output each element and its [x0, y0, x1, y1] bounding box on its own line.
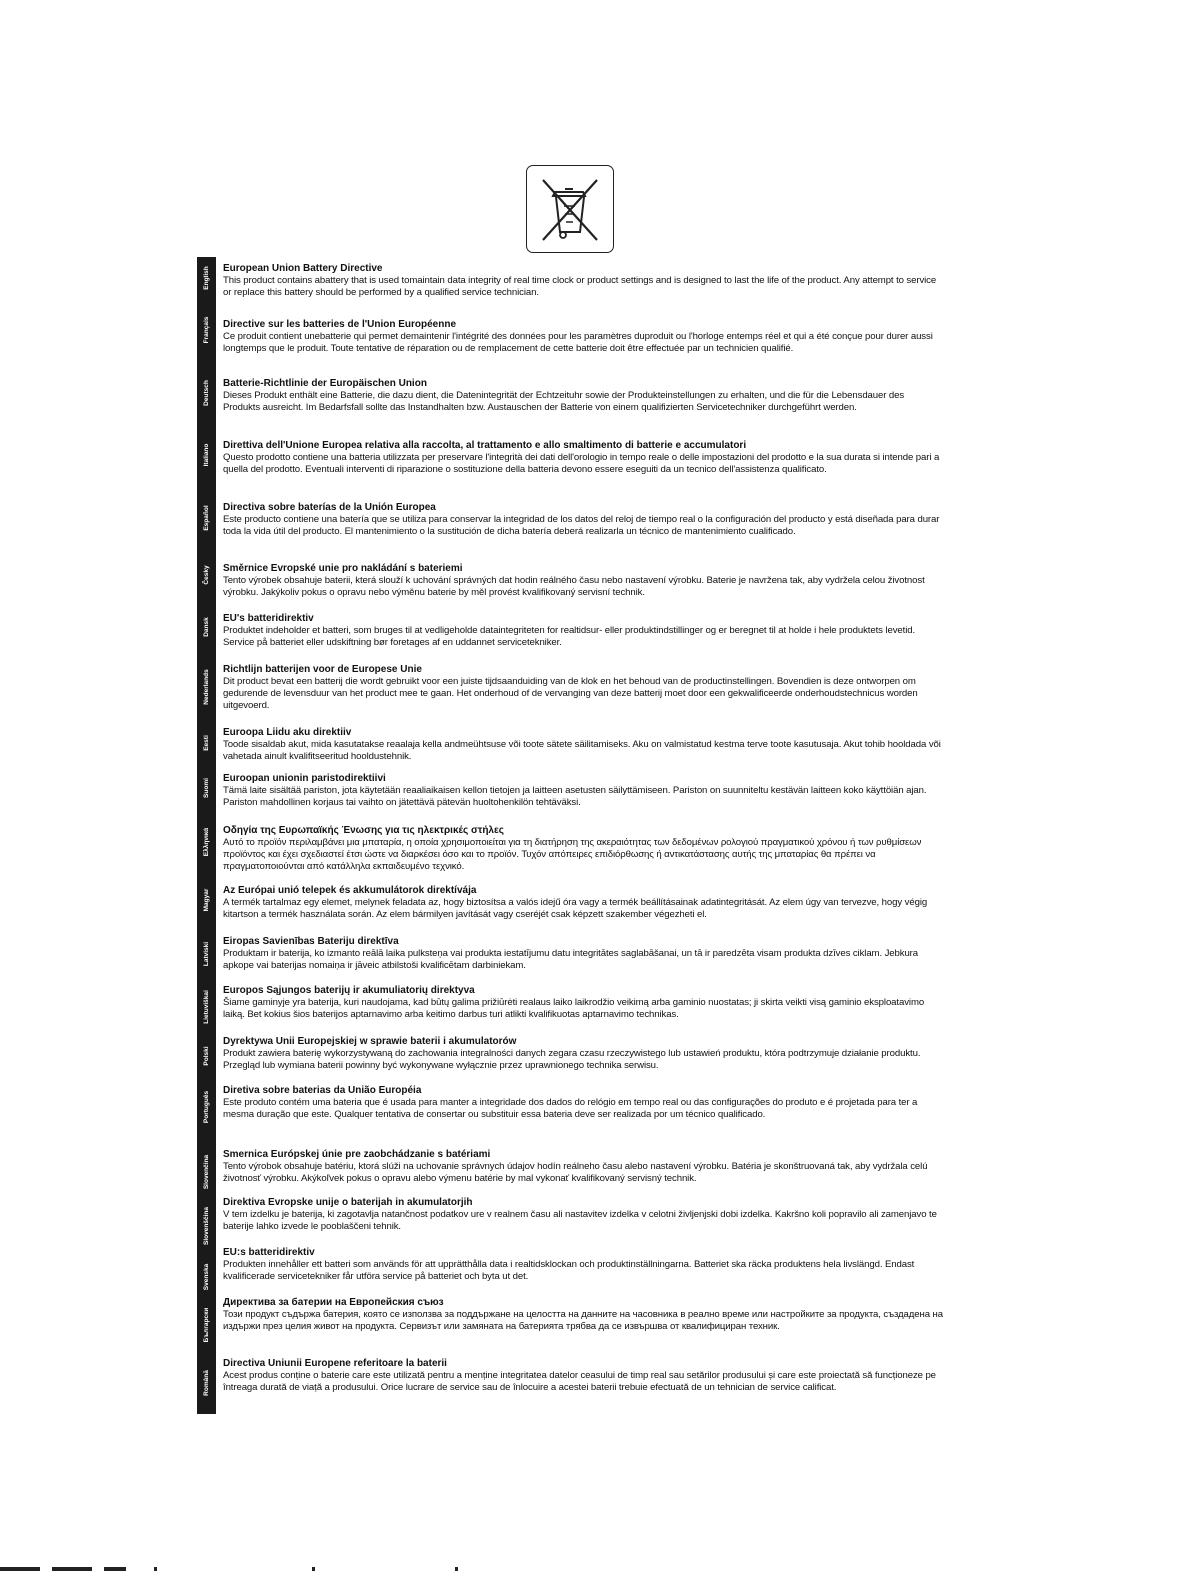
directive-body: Produktam ir baterija, ko izmanto reālā laika pulksteņa vai produkta iestatījumu datu integritātes saglabāšanai, un tā ir paredzēta visam produkta dzīves ciklam. Jebkura apkope vai baterijas nomaiņa ir jāveic atbilstoši kvalificētam darbiniekam. [223, 948, 919, 972]
directive-title: Dyrektywa Unii Europejskiej w sprawie baterii i akumulatorów [223, 1036, 517, 1047]
directive-entry [223, 1247, 943, 1283]
directive-body: Questo prodotto contiene una batteria utilizzata per preservare l'integrità dei dati dell'orologio in tempo reale o delle impostazioni del prodotto e la sua durata si intende pari a quella del prodotto. Eventuali interventi di riparazione o sostituzione della batteria devono essere eseguiti da un tecnico dell'assistenza qualificato. [223, 452, 940, 476]
directive-entry [223, 664, 943, 713]
directive-body: Acest produs conține o baterie care este utilizată pentru a menține integritatea datelor ceasului de timp real sau setărilor produsului și care este proiectată să funcționeze pe întreaga durată de viață a produsului. Orice lucrare de service sau de înlocuire a acestei baterii trebuie efectuată de un tehnician de service calificat. [223, 1370, 936, 1394]
directive-body: Produktet indeholder et batteri, som bruges til at vedligeholde dataintegriteten for realtidsur- eller produktindstillinger og er beregnet til at holde i hele produktets levetid. Service på batteriet eller udskiftning bør foretages af en uddannet servicetekniker. [223, 625, 916, 649]
directive-title: Euroopan unionin paristodirektiivi [223, 773, 386, 784]
directive-title: Smernica Európskej únie pre zaobchádzanie s batériami [223, 1149, 491, 1160]
directive-entry [223, 263, 943, 299]
directive-title: Směrnice Evropské unie pro nakládání s bateriemi [223, 563, 463, 574]
directive-title: Direttiva dell'Unione Europea relativa alla raccolta, al trattamento e allo smaltimento di batterie e accumulatori [223, 440, 747, 451]
directive-body: This product contains abattery that is used tomaintain data integrity of real time clock or product settings and is designed to last the life of the product. Any attempt to service or replace this battery should be performed by a qualified service technician. [223, 275, 937, 299]
directive-body: Αυτό το προϊόν περιλαμβάνει μια μπαταρία, η οποία χρησιμοποιείται για τη διατήρηση της ακεραιότητας των δεδομένων ρολογιού πραγματικού χρόνου ή των ρυθμίσεων προϊόντος και έχει σχεδιαστεί έτσι ώστε να διαρκέσει όσο και το προϊόν. Τυχόν απόπειρες επιδιόρθωσης ή αντικατάστασης αυτής της μπαταρίας θα πρέπει να πραγματοποιούνται από κατάλληλα εκπαιδευμένο τεχνικό. [223, 837, 922, 873]
directive-entry [223, 1036, 943, 1072]
directive-title: Directiva sobre baterías de la Unión Europea [223, 502, 436, 513]
directive-title: Richtlijn batterijen voor de Europese Unie [223, 664, 422, 675]
print-crop-marks [0, 1565, 1190, 1585]
directive-title: Euroopa Liidu aku direktiiv [223, 727, 352, 738]
directive-entry [223, 1085, 943, 1121]
directive-title: EU:s batteridirektiv [223, 1247, 315, 1258]
directive-title: Az Európai unió telepek és akkumulátorok direktívája [223, 885, 477, 896]
directive-title: Eiropas Savienības Bateriju direktīva [223, 936, 399, 947]
directive-entry [223, 1149, 943, 1185]
directive-entry [223, 773, 943, 809]
directive-body: Toode sisaldab akut, mida kasutatakse reaalaja kella andmeühtsuse või toote sätete säilitamiseks. Aku on valmistatud kestma terve toote kasutusaja. Akut tohib hooldada või vahetada ainult kvalifitseeritud hooldustehnik. [223, 739, 941, 763]
directive-title: Europos Sąjungos baterijų ir akumuliatorių direktyva [223, 985, 475, 996]
crossed-out-wheelie-bin-icon [526, 165, 614, 253]
directive-title: Директива за батерии на Европейския съюз [223, 1297, 444, 1308]
directive-title: EU's batteridirektiv [223, 613, 314, 624]
directive-title: Οδηγία της Ευρωπαϊκής Ένωσης για τις ηλεκτρικές στήλες [223, 825, 504, 836]
directive-body: Ce produit contient unebatterie qui permet demaintenir l'intégrité des données pour les paramètres duproduit ou l'horloge entemps réel et qui a été conçue pour durer aussi longtemps que le produit. Toute tentative de réparation ou de remplacement de cette batterie doit être effectuée par un technicien qualifié. [223, 331, 933, 355]
directive-title: Batterie-Richtlinie der Europäischen Union [223, 378, 427, 389]
directive-title: Directiva Uniunii Europene referitoare la baterii [223, 1358, 447, 1369]
directive-body: A termék tartalmaz egy elemet, melynek feladata az, hogy biztosítsa a valós idejű óra vagy a termék beállításainak adatintegritását. Az elem úgy van tervezve, hogy végig kitartson a termék használata során. Az elem bármilyen javítását vagy cseréjét csak képzett szakember végezheti el. [223, 897, 928, 921]
directive-entry [223, 440, 943, 476]
directive-body: Šiame gaminyje yra baterija, kuri naudojama, kad būtų galima prižiūrėti realaus laiko laikrodžio veikimą arba gaminio nuostatas; ji skirta veikti visą gaminio eksploatavimo laiką. Bet kokius šios baterijos aptarnavimo arba keitimo darbus turi atlikti kvalifikuotas aptarnavimo technikas. [223, 997, 925, 1021]
directive-entry [223, 563, 943, 599]
directive-title: Direktiva Evropske unije o baterijah in akumulatorjih [223, 1197, 473, 1208]
directive-entry [223, 1358, 943, 1394]
directive-body: Този продукт съдържа батерия, която се използва за поддържане на целостта на данните на часовника в реално време или настройките за продукта, създадена на издържи през целия живот на продукта. Сервизът или замяната на батерията трябва да се извършва от квалифициран техник. [223, 1309, 943, 1333]
directive-body: Produkten innehåller ett batteri som används för att upprätthålla data i realtidsklockan och produktinställningarna. Batteriet ska räcka produktens hela livslängd. Endast kvalificerade servicetekniker får utföra service på batteriet och byta ut det. [223, 1259, 915, 1283]
directive-body: Tento výrobok obsahuje batériu, ktorá slúži na uchovanie správnych údajov hodín reálneho času alebo nastavení výrobku. Batéria je skonštruovaná tak, aby vydržala celú životnosť výrobku. Akýkoľvek pokus o opravu alebo výmenu batérie by mal vykonať kvalifikovaný servisný technik. [223, 1161, 928, 1185]
directive-title: Directive sur les batteries de l'Union Européenne [223, 319, 457, 330]
directive-entry [223, 502, 943, 538]
directive-body: Produkt zawiera baterię wykorzystywaną do zachowania integralności danych zegara czasu rzeczywistego lub ustawień produktu, która podtrzymuje działanie produktu. Przegląd lub wymiana baterii powinny być wykonywane wyłącznie przez uprawnionego technika serwisu. [223, 1048, 921, 1072]
directive-entry [223, 613, 943, 649]
directive-title: Diretiva sobre baterias da União Européia [223, 1085, 422, 1096]
directive-entry [223, 936, 943, 972]
directive-entry [223, 1297, 943, 1333]
directive-entry [223, 885, 943, 921]
language-sidebar: English Français Deutsch Italiano Español Česky Dansk Nederlands Eesti Suomi Ελληνικά Magyar Latviski Lietuviškai Polski Português Slovenčina Slovenščina Svenska Български Română [197, 257, 216, 1414]
directive-entry [223, 825, 943, 874]
directive-entry [223, 378, 943, 414]
directive-body: Dit product bevat een batterij die wordt gebruikt voor een juiste tijdsaanduiding van de klok en het behoud van de productinstellingen. Bovendien is deze ontworpen om gedurende de levensduur van het product mee te gaan. Het onderhoud of de vervanging van deze batterij moet door een gekwalificeerde onderhoudstechnicus worden uitgevoerd. [223, 676, 918, 712]
directive-body: Dieses Produkt enthält eine Batterie, die dazu dient, die Datenintegrität der Echtzeituhr sowie der Produkteinstellungen zu erhalten, und die für die Lebensdauer des Produkts ausreicht. Im Bedarfsfall sollte das Instandhalten bzw. Austauschen der Batterie von einem qualifizierten Servicetechniker durchgeführt werden. [223, 390, 905, 414]
directive-entry [223, 727, 943, 763]
directive-entry [223, 319, 943, 355]
directive-body: V tem izdelku je baterija, ki zagotavlja natančnost podatkov ure v realnem času ali nastavitev izdelka v celotni življenjski dobi izdelka. Kakršno koli popravilo ali zamenjavo te baterije lahko izvede le pooblaščeni tehnik. [223, 1209, 937, 1233]
directive-body: Este produto contém uma bateria que é usada para manter a integridade dos dados do relógio em tempo real ou das configurações do produto e é projetada para ter a mesma duração que este. Qualquer tentativa de consertar ou substituir essa bateria deve ser realizada por um técnico qualificado. [223, 1097, 918, 1121]
directive-title: European Union Battery Directive [223, 263, 383, 274]
directive-body: Tento výrobek obsahuje baterii, která slouží k uchování správných dat hodin reálného času nebo nastavení výrobku. Baterie je navržena tak, aby vydržela celou životnost výrobku. Jakýkoliv pokus o opravu nebo výměnu baterie by měl provést kvalifikovaný servisní technik. [223, 575, 925, 599]
directive-entry [223, 985, 943, 1021]
directive-entry [223, 1197, 943, 1233]
directive-body: Este producto contiene una batería que se utiliza para conservar la integridad de los datos del reloj de tiempo real o la configuración del producto y está diseñada para durar toda la vida útil del producto. El mantenimiento o la sustitución de dicha batería deberá realizarla un técnico de mantenimiento cualificado. [223, 514, 940, 538]
directive-body: Tämä laite sisältää pariston, jota käytetään reaaliaikaisen kellon tietojen ja laitteen asetusten säilyttämiseen. Pariston on suunniteltu kestävän laitteen koko käyttöiän ajan. Pariston mahdollinen korjaus tai vaihto on jätettävä pätevän huoltohenkilön tehtäväksi. [223, 785, 927, 809]
